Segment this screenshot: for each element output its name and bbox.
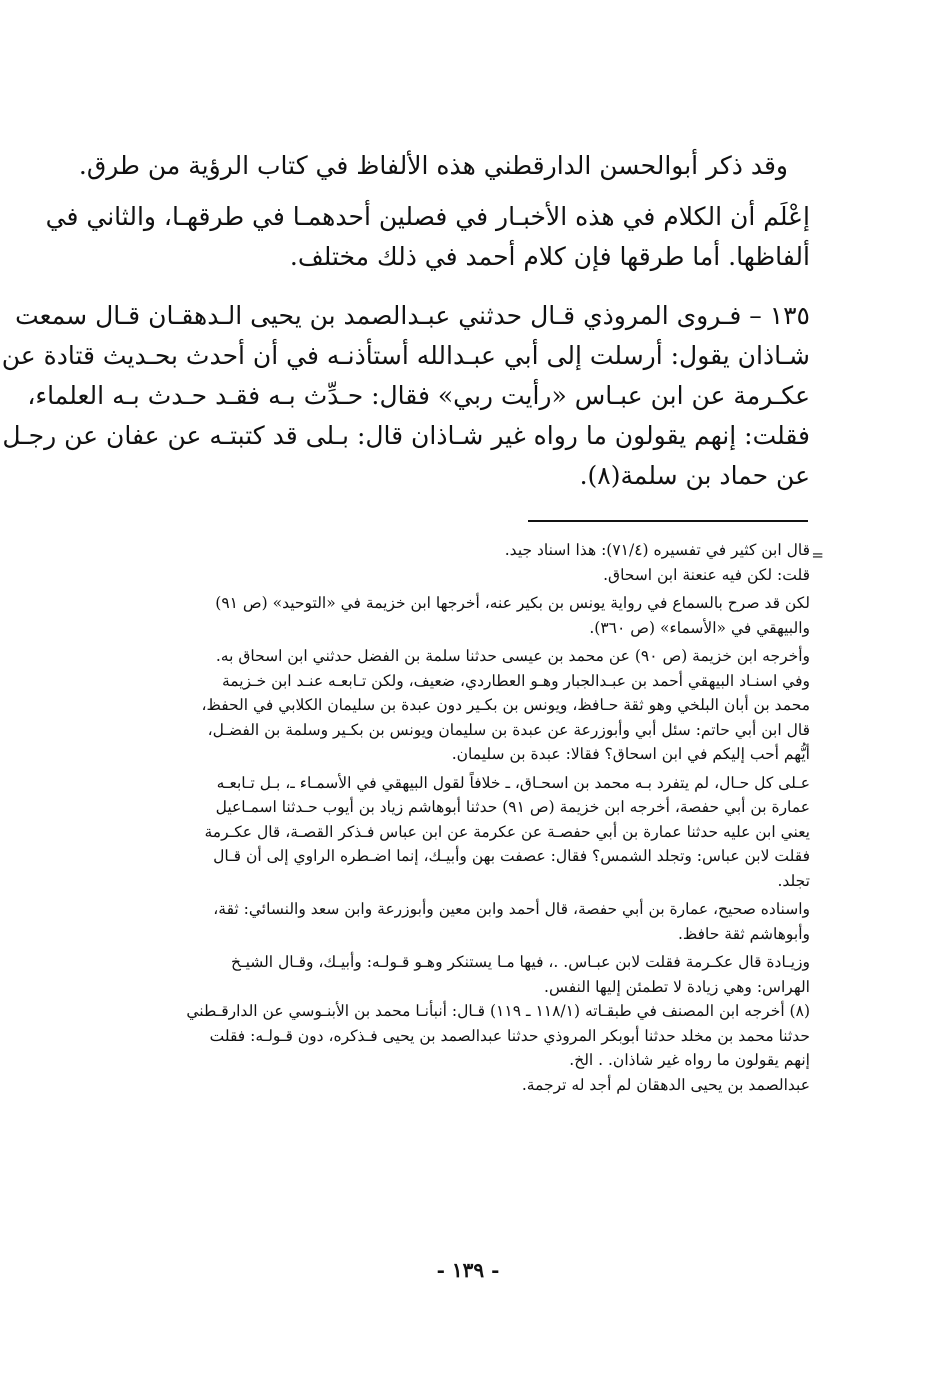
footnote-line: يعني ابن عليه حدثنا عمارة بن أبي حفصـة عن عكرمة عن ابن عباس فـذكر القصـة، قال عكـرمة	[204, 822, 810, 841]
footnote-line: تجلد.	[777, 871, 810, 890]
footnote-line: عبدالصمد بن يحيى الدهقان لم أجد له ترجمة.	[521, 1075, 810, 1094]
paragraph-line: ألفاظها. أما طرقها فإن كلام أحمد في ذلك مختلف.	[289, 242, 810, 271]
footnote-line: (٨) أخرجه ابن المصنف في طبقـاته (١١٨/١ ـ ١١٩) قـال: أنبأنـا محمد بن الأبنـوسي عن الدارقـطني	[186, 1002, 810, 1020]
footnote-line: محمد بن أبان البلخي وهو ثقة حـافظ، ويونس بن بكـير دون عبدة بن سليمان الكلابي في الحفظ،	[201, 696, 810, 714]
footnote-continuation-marker: =	[811, 546, 824, 564]
intro-line: وقد ذكر أبوالحسن الدارقطني هذه الألفاظ في كتاب الرؤية من طرق.	[78, 151, 788, 180]
footnote-line: قلت: لكن فيه عنعنة ابن اسحاق.	[603, 565, 810, 584]
footnote-line: وزيـادة قال عكـرمة فقلت لابن عبـاس. .، فيها مـا يستنكر وهـو قـولـه: وأبيـك، وقـال الشيـخ	[231, 953, 810, 971]
footnote-line: عمارة بن أبي حفصة، أخرجه ابن خزيمة (ص ٩١) حدثنا أبوهاشم زياد بن أيوب حـدثنا اسمـاعيل	[215, 798, 810, 816]
footnote-line: والبيهقي في «الأسماء» (ص ٣٦٠).	[589, 618, 810, 637]
paragraph-explanation	[45, 197, 810, 277]
paragraph-line: فقلت: إنهم يقولون ما رواه غير شـاذان قال: بـلى قد كتبتـه عن عفان عن رجـل	[2, 421, 810, 450]
footnote-line: الهراس: وهي زيادة لا تطمئن إليها النفس.	[544, 977, 810, 996]
footnotes-block	[110, 538, 810, 1097]
intro-paragraph	[78, 146, 788, 186]
paragraph-hadith-135	[1, 296, 810, 496]
footnote-line: قال ابن أبي حاتم: سئل أبي وأبوزرعة عن عبدة بن سليمان ويونس بن بكـير وسلمة بن الفضـل،	[207, 720, 810, 739]
footnote-divider	[528, 520, 808, 522]
paragraph-line: ١٣٥ – فـروى المروذي قـال حدثني عبـدالصمد بن يحيى الـدهقـان قـال سمعت	[15, 301, 810, 330]
footnote-line: وأبوهاشم ثقة حافظ.	[678, 924, 810, 943]
footnote-line: وأخرجه ابن خزيمة (ص ٩٠) عن محمد بن عيسى حدثنا سلمة بن الفضل حدثني ابن اسحاق به.	[215, 647, 810, 665]
footnote-line: فقلت لابن عباس: وتجلد الشمس؟ فقال: عصفت بهن وأبيـك، إنما اضـطره الراوي إلى أن قـال	[213, 847, 810, 865]
footnote-line: وفي اسنـاد البيهقي أحمد بن عبـدالجبار وهـو العطاردي، ضعيف، ولكن تـابعـه عنـد ابن خـزيمة	[221, 671, 810, 690]
footnote-line: حدثنا محمد بن مخلد حدثنا أبوبكر المروذي حدثنا عبدالصمد بن يحيى فـذكره، دون قـولـه: فقلت	[209, 1026, 810, 1045]
footnote-line: أيُّهم أحب إليكم في ابن اسحاق؟ فقالا: عبدة بن سليمان.	[451, 745, 810, 763]
paragraph-line: عن حماد بن سلمة(٨).	[579, 461, 810, 490]
footnote-line: واسناده صحيح، عمارة بن أبي حفصة، قال أحمد وابن معين وأبوزرعة وابن سعد والنسائي: ثقة،	[213, 900, 810, 918]
paragraph-line: عكـرمة عن ابن عبـاس «رأيت ربي» فقال: حـدِّث بـه فقـد حـدث بـه العلماء،	[27, 381, 810, 410]
paragraph-line: شـاذان يقول: أرسلت إلى أبي عبـدالله أستأذنـه في أن أحدث بحـديث قتادة عن	[1, 341, 810, 370]
page-number: - ١٣٩ -	[436, 1258, 500, 1282]
footnote-line: عـلى كل حـال، لم يتفرد بـه محمد بن اسحـاق، ـ خلافاً لقول البيهقي في الأسمـاء ـ، بـل تـابعـه	[216, 773, 810, 792]
footnote-line: قال ابن كثير في تفسيره (٧١/٤): هذا اسناد جيد.	[504, 541, 810, 559]
footnote-line: إنهم يقولون ما رواه غير شاذان. . الخ.	[569, 1051, 810, 1069]
footnote-line: لكن قد صرح بالسماع في رواية يونس بن بكير عنه، أخرجها ابن خزيمة في «التوحيد» (ص ٩١)	[215, 594, 810, 612]
paragraph-line: إعْلَم أن الكلام في هذه الأخبـار في فصلين أحدهمـا في طرقهـا، والثاني في	[45, 202, 810, 231]
